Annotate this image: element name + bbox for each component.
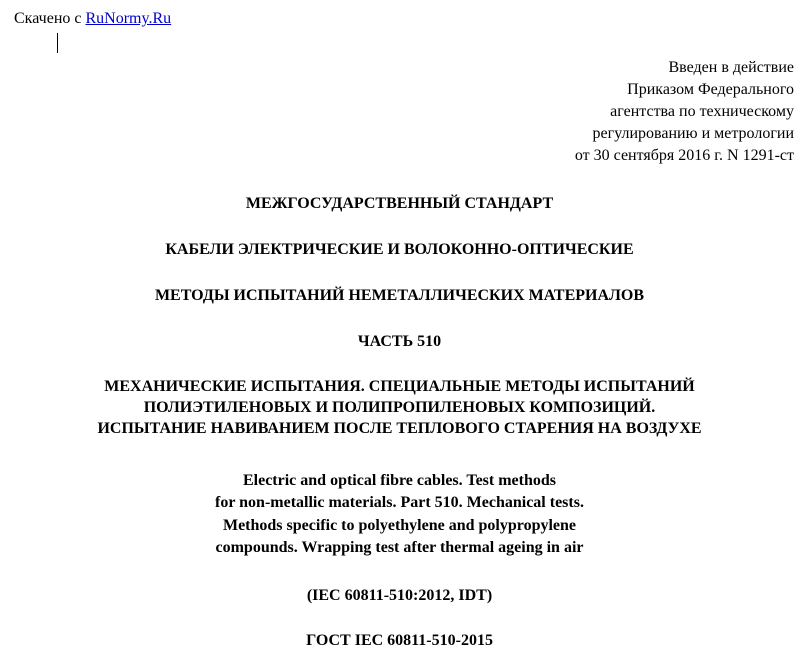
- approval-line: Приказом Федерального: [627, 81, 794, 98]
- title-en-line: Electric and optical fibre cables. Test methods: [242, 472, 557, 489]
- subtitle-ru-line: ПОЛИЭТИЛЕНОВЫХ И ПОЛИПРОПИЛЕНОВЫХ КОМПОЗИЦИЙ.: [143, 399, 656, 416]
- approval-line: регулированию и метрологии: [592, 125, 794, 142]
- gost-identifier: [0, 630, 799, 651]
- part-heading: [0, 331, 799, 352]
- title-ru-2-text: МЕТОДЫ ИСПЫТАНИЙ НЕМЕТАЛЛИЧЕСКИХ МАТЕРИАЛОВ: [154, 287, 645, 304]
- iec-reference: [0, 585, 799, 606]
- title-en: [0, 470, 799, 559]
- approval-block: [575, 57, 794, 167]
- title-ru-line-1: [0, 239, 799, 260]
- part-text: ЧАСТЬ 510: [357, 333, 442, 350]
- source-prefix: Скачено с: [14, 10, 86, 27]
- title-ru-1-text: КАБЕЛИ ЭЛЕКТРИЧЕСКИЕ И ВОЛОКОННО-ОПТИЧЕСКИЕ: [165, 241, 634, 258]
- source-line: [14, 9, 171, 29]
- approval-line: от 30 сентября 2016 г. N 1291-ст: [574, 147, 794, 164]
- title-ru-line-2: [0, 285, 799, 306]
- standard-type-text: МЕЖГОСУДАРСТВЕННЫЙ СТАНДАРТ: [245, 195, 554, 212]
- gost-identifier-text: ГОСТ IEC 60811-510-2015: [306, 632, 493, 649]
- runormy-link[interactable]: RuNormy.Ru: [85, 10, 172, 27]
- subtitle-ru-line: ИСПЫТАНИЕ НАВИВАНИЕМ ПОСЛЕ ТЕПЛОВОГО СТАРЕНИЯ НА ВОЗДУХЕ: [97, 420, 702, 437]
- subtitle-ru-line: МЕХАНИЧЕСКИЕ ИСПЫТАНИЯ. СПЕЦИАЛЬНЫЕ МЕТОДЫ ИСПЫТАНИЙ: [104, 378, 695, 395]
- subtitle-ru: [0, 376, 799, 439]
- title-en-line: Methods specific to polyethylene and polypropylene: [222, 516, 577, 534]
- approval-line: агентства по техническому: [610, 103, 794, 120]
- title-en-line: compounds. Wrapping test after thermal ageing in air: [215, 538, 584, 556]
- approval-line: Введен в действие: [668, 59, 794, 76]
- iec-reference-text: (IEC 60811-510:2012, IDT): [306, 587, 493, 604]
- standard-type-heading: [0, 193, 799, 214]
- title-en-line: for non-metallic materials. Part 510. Mechanical tests.: [215, 494, 584, 512]
- text-cursor: [57, 33, 58, 53]
